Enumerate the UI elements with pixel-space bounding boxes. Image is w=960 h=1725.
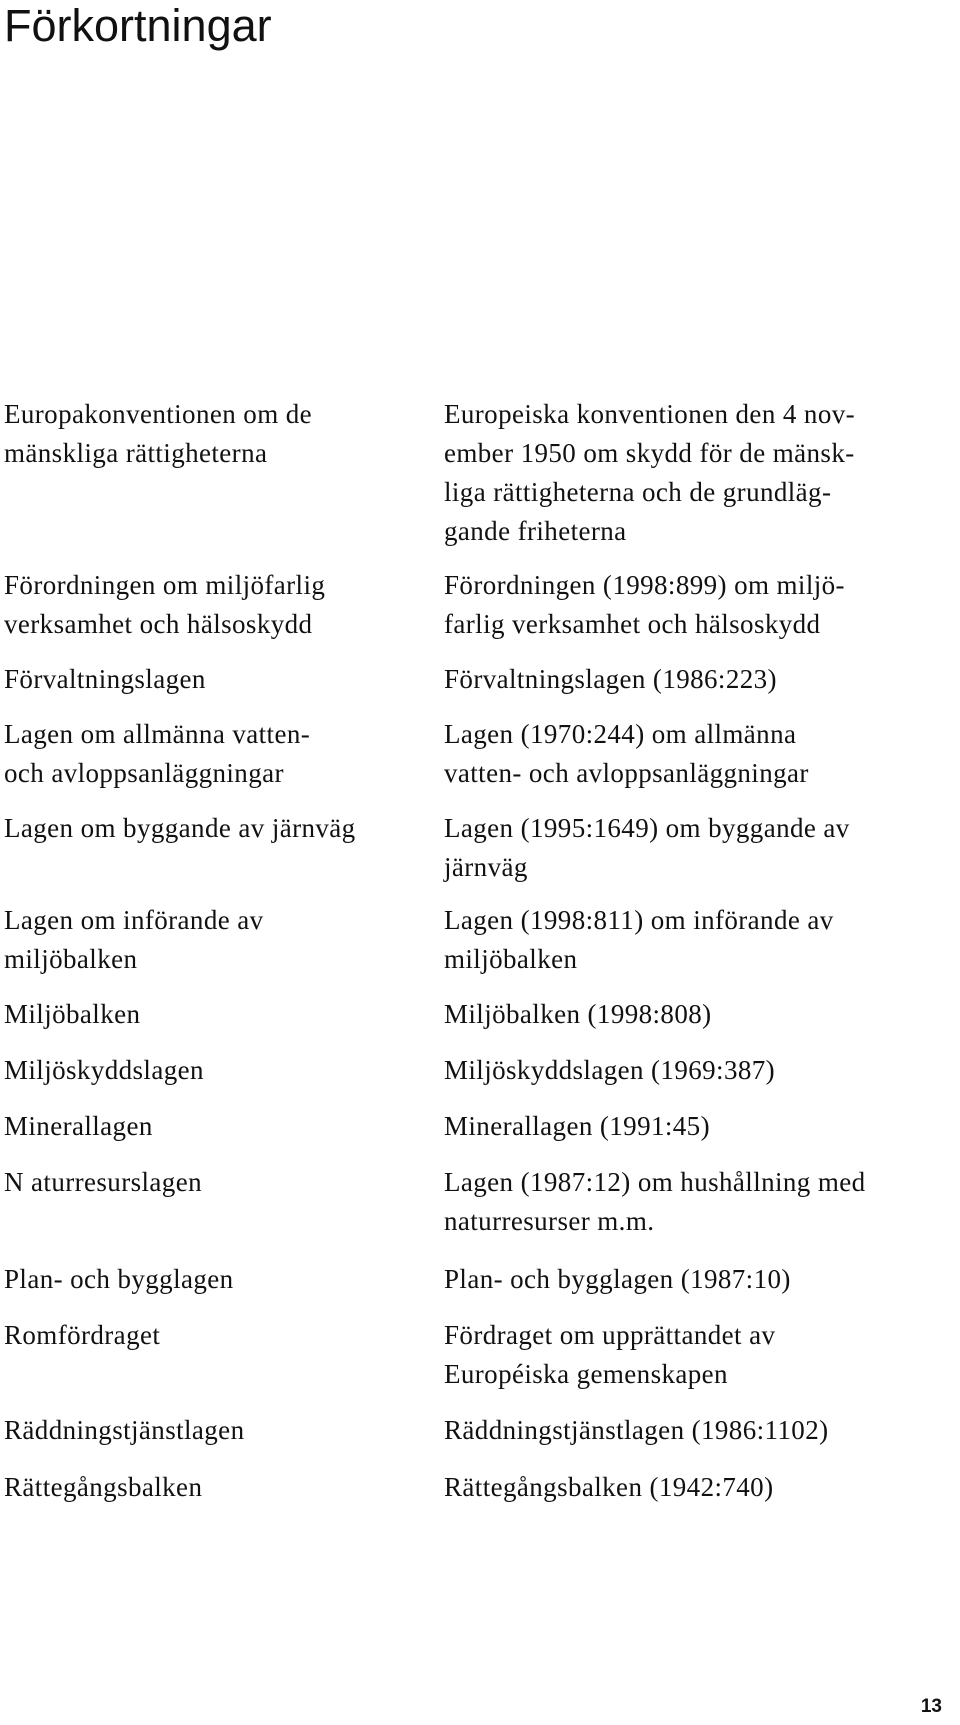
abbreviation-full-name: Lagen (1998:811) om införande av miljöbalken — [444, 905, 834, 974]
abbreviation-full-name: Europeiska konventionen den 4 nov- ember 1950 om skydd för de mänsk- liga rättigheterna och de grundläg- gande friheterna — [444, 399, 856, 546]
abbreviation-full-name: Förordningen (1998:899) om miljö- farlig verksamhet och hälsoskydd — [444, 570, 845, 639]
abbreviation-full-name: Minerallagen (1991:45) — [444, 1111, 710, 1141]
abbreviation-term: Miljöbalken — [4, 999, 141, 1029]
abbreviation-row — [4, 1107, 960, 1146]
abbreviation-row — [4, 1316, 960, 1394]
abbreviation-term: Lagen om allmänna vatten- och avloppsanläggningar — [4, 719, 311, 788]
abbreviation-term: Förordningen om miljöfarlig verksamhet och hälsoskydd — [4, 570, 326, 639]
abbreviation-term: Miljöskyddslagen — [4, 1055, 204, 1085]
abbreviation-full-name: Rättegångsbalken (1942:740) — [444, 1472, 774, 1502]
abbreviation-term: Europakonventionen om de mänskliga rättigheterna — [4, 399, 313, 468]
abbreviation-term: Lagen om byggande av järnväg — [4, 813, 356, 843]
abbreviation-term: Plan- och bygglagen — [4, 1264, 234, 1294]
abbreviation-row — [4, 660, 960, 699]
abbreviation-row — [4, 395, 960, 551]
abbreviation-full-name: Fördraget om upprättandet av Européiska gemenskapen — [444, 1320, 776, 1389]
page-title: Förkortningar — [4, 0, 272, 51]
abbreviation-row — [4, 566, 960, 644]
abbreviation-row — [4, 715, 960, 793]
abbreviation-row — [4, 1163, 960, 1241]
abbreviation-row — [4, 1051, 960, 1090]
abbreviation-full-name: Lagen (1995:1649) om byggande av järnväg — [444, 813, 850, 882]
abbreviation-term: Räddningstjänstlagen — [4, 1415, 245, 1445]
abbreviation-full-name: Miljöbalken (1998:808) — [444, 999, 712, 1029]
abbreviation-term: Minerallagen — [4, 1111, 153, 1141]
abbreviation-row — [4, 1260, 960, 1299]
abbreviation-row — [4, 901, 960, 979]
abbreviation-full-name: Miljöskyddslagen (1969:387) — [444, 1055, 776, 1085]
page-number: 13 — [920, 1696, 942, 1717]
abbreviation-term: Förvaltningslagen — [4, 664, 206, 694]
abbreviation-term: N aturresurslagen — [4, 1167, 202, 1197]
abbreviation-term: Rättegångsbalken — [4, 1472, 203, 1502]
abbreviation-row — [4, 1468, 960, 1507]
abbreviation-full-name: Lagen (1987:12) om hushållning med naturresurser m.m. — [444, 1167, 866, 1236]
abbreviation-row — [4, 995, 960, 1034]
abbreviation-list — [4, 395, 960, 1507]
abbreviation-full-name: Lagen (1970:244) om allmänna vatten- och avloppsanläggningar — [444, 719, 809, 788]
abbreviation-row — [4, 809, 960, 887]
abbreviation-term: Lagen om införande av miljöbalken — [4, 905, 264, 974]
abbreviation-term: Romfördraget — [4, 1320, 161, 1350]
abbreviation-full-name: Plan- och bygglagen (1987:10) — [444, 1264, 791, 1294]
abbreviation-full-name: Förvaltningslagen (1986:223) — [444, 664, 777, 694]
abbreviation-full-name: Räddningstjänstlagen (1986:1102) — [444, 1415, 829, 1445]
abbreviation-row — [4, 1411, 960, 1450]
